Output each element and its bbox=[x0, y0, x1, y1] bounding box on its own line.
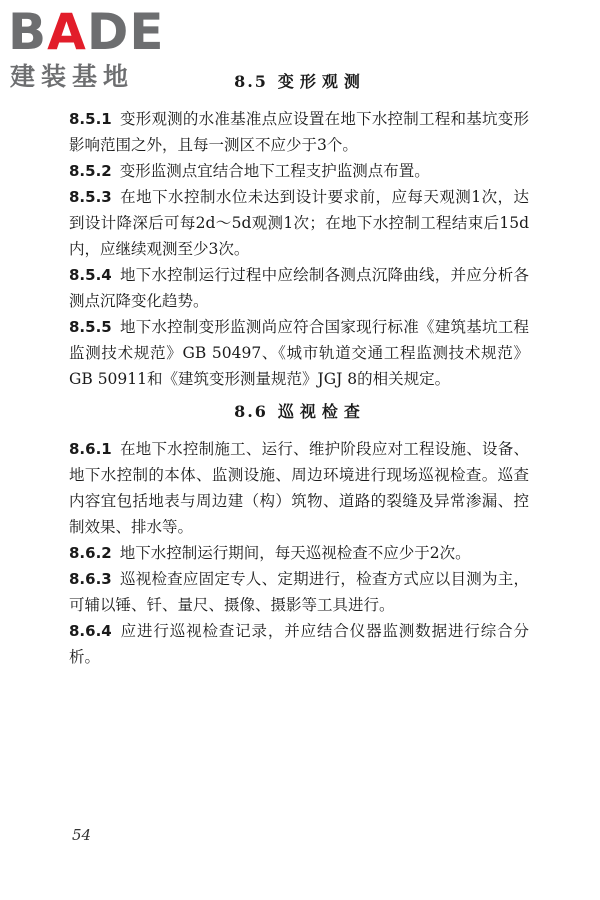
clause-number: 8.5.2 bbox=[69, 162, 112, 180]
clause-8-5-2 bbox=[69, 158, 529, 184]
logo-wordmark: BADE bbox=[8, 3, 165, 61]
clause-text: 应进行巡视检查记录，并应结合仪器监测数据进行综合分析。 bbox=[69, 622, 529, 666]
clause-number: 8.5.4 bbox=[69, 266, 112, 284]
clause-8-6-2 bbox=[69, 540, 529, 566]
section-title-8-6 bbox=[0, 402, 600, 422]
clause-number: 8.6.4 bbox=[69, 622, 112, 640]
clause-8-6-3 bbox=[69, 566, 529, 618]
clause-text: 巡视检查应固定专人、定期进行，检查方式应以目测为主，可辅以锤、钎、量尺、摄像、摄影等工具进行。 bbox=[69, 570, 529, 614]
section-title-8-5 bbox=[0, 72, 600, 92]
clause-8-5-4 bbox=[69, 262, 529, 314]
clause-number: 8.6.2 bbox=[69, 544, 112, 562]
clause-8-6-4 bbox=[69, 618, 529, 670]
clause-text: 地下水控制变形监测尚应符合国家现行标准《建筑基坑工程监测技术规范》GB 50497、《城市轨道交通工程监测技术规范》GB 50911和《建筑变形测量规范》JGJ 8的相关规定。 bbox=[69, 318, 529, 388]
clause-8-5-1 bbox=[69, 106, 529, 158]
clause-number: 8.5.3 bbox=[69, 188, 112, 206]
clause-8-6-1 bbox=[69, 436, 529, 540]
clause-text: 变形监测点宜结合地下工程支护监测点布置。 bbox=[119, 162, 430, 180]
clause-number: 8.5.5 bbox=[69, 318, 112, 336]
section-heading: 变形观测 bbox=[277, 72, 366, 91]
clause-text: 在地下水控制水位未达到设计要求前，应每天观测1次，达到设计降深后可每2d～5d观测1次；在地下水控制工程结束后15d内，应继续观测至少3次。 bbox=[69, 188, 529, 258]
clause-text: 地下水控制运行过程中应绘制各测点沉降曲线，并应分析各测点沉降变化趋势。 bbox=[69, 266, 529, 310]
page-number: 54 bbox=[72, 826, 92, 844]
clause-number: 8.6.1 bbox=[69, 440, 112, 458]
clause-text: 在地下水控制施工、运行、维护阶段应对工程设施、设备、地下水控制的本体、监测设施、周边环境进行现场巡视检查。巡查内容宜包括地表与周边建（构）筑物、道路的裂缝及异常渗漏、控制效果、排水等。 bbox=[69, 440, 529, 536]
section-heading: 巡视检查 bbox=[277, 402, 366, 421]
clause-number: 8.5.1 bbox=[69, 110, 112, 128]
clause-text: 地下水控制运行期间，每天巡视检查不应少于2次。 bbox=[119, 544, 471, 562]
clause-number: 8.6.3 bbox=[69, 570, 112, 588]
clause-8-5-3 bbox=[69, 184, 529, 262]
section-number: 8.5 bbox=[234, 72, 268, 91]
section-number: 8.6 bbox=[234, 402, 268, 421]
clause-8-5-5 bbox=[69, 314, 529, 392]
clause-text: 变形观测的水准基准点应设置在地下水控制工程和基坑变形影响范围之外，且每一测区不应少于3个。 bbox=[69, 110, 529, 154]
logo-subtitle: 建装基地 bbox=[10, 62, 135, 91]
